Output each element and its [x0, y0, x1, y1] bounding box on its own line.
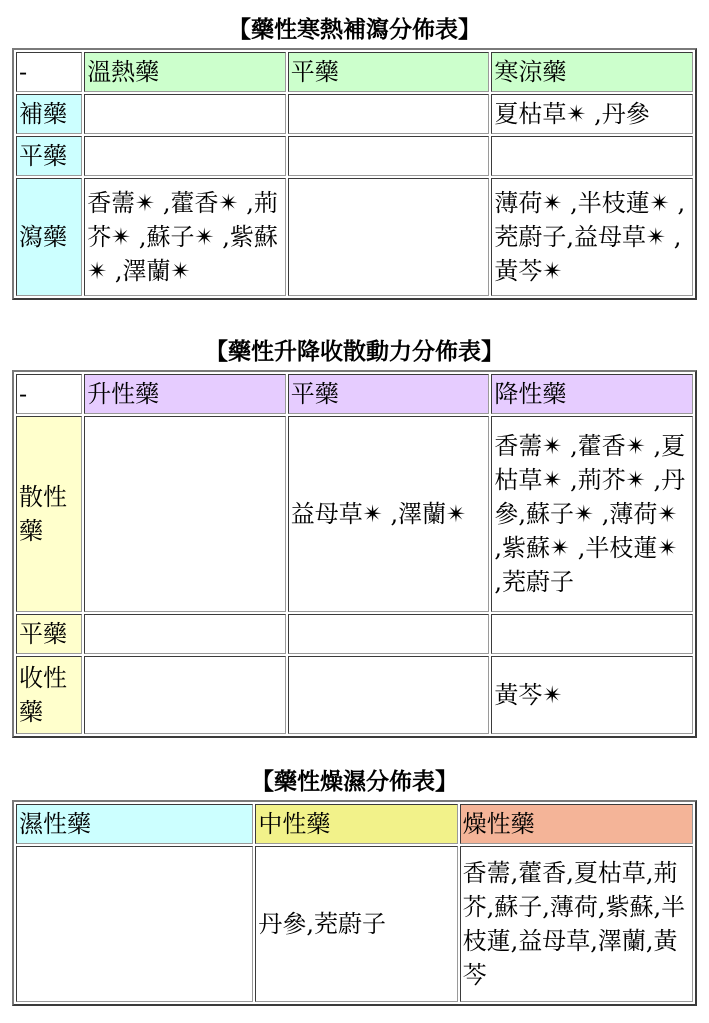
table1-row-label: 瀉藥 [16, 178, 82, 296]
table2-corner: - [16, 374, 82, 414]
table2-header-neutral: 平藥 [288, 374, 490, 414]
table1-cell [84, 94, 286, 134]
table2-row-label: 散性藥 [16, 416, 82, 612]
table1-section [12, 12, 697, 300]
cold-hot-tonify-drain-table [12, 48, 697, 300]
table2-cell: 香薷✴ ,藿香✴ ,夏枯草✴ ,荊芥✴ ,丹參,蘇子✴ ,薄荷✴ ,紫蘇✴ ,半枝蓮✴ ,茺蔚子 [491, 416, 693, 612]
table2-cell [288, 656, 490, 734]
ascend-descend-table [12, 370, 697, 738]
table3-cell: 丹參,茺蔚子 [255, 846, 457, 1002]
table2-cell [491, 614, 693, 654]
table1-header-neutral: 平藥 [288, 52, 490, 92]
table2-header-descend: 降性藥 [491, 374, 693, 414]
table3-cell: 香薷,藿香,夏枯草,荊芥,蘇子,薄荷,紫蘇,半枝蓮,益母草,澤蘭,黃芩 [460, 846, 693, 1002]
table2-cell: 益母草✴ ,澤蘭✴ [288, 416, 490, 612]
table3-header-neutral: 中性藥 [255, 804, 457, 844]
table1-corner: - [16, 52, 82, 92]
dry-damp-table [12, 800, 697, 1006]
table1-row-label: 平藥 [16, 136, 82, 176]
table3-header-dry: 燥性藥 [460, 804, 693, 844]
table1-header-cold: 寒涼藥 [491, 52, 693, 92]
table2-cell [84, 416, 286, 612]
table3-header-damp: 濕性藥 [16, 804, 253, 844]
table3-section [12, 764, 697, 1006]
table3-cell [16, 846, 253, 1002]
table1-row-label: 補藥 [16, 94, 82, 134]
table2-cell [84, 656, 286, 734]
table2-caption: 【藥性升降收散動力分佈表】 [205, 338, 504, 365]
table2-cell: 黃芩✴ [491, 656, 693, 734]
table1-cell: 夏枯草✴ ,丹參 [491, 94, 693, 134]
table2-header-ascend: 升性藥 [84, 374, 286, 414]
table2-row-label: 收性藥 [16, 656, 82, 734]
table1-cell [288, 178, 490, 296]
table1-header-warm: 溫熱藥 [84, 52, 286, 92]
table1-cell [84, 136, 286, 176]
table1-cell [491, 136, 693, 176]
table1-cell [288, 136, 490, 176]
table2-cell [288, 614, 490, 654]
table2-cell [84, 614, 286, 654]
table1-cell: 薄荷✴ ,半枝蓮✴ ,茺蔚子,益母草✴ ,黃芩✴ [491, 178, 693, 296]
table2-row-label: 平藥 [16, 614, 82, 654]
table1-caption: 【藥性寒熱補瀉分佈表】 [228, 16, 481, 43]
table1-cell: 香薷✴ ,藿香✴ ,荊芥✴ ,蘇子✴ ,紫蘇✴ ,澤蘭✴ [84, 178, 286, 296]
table2-section [12, 334, 697, 738]
table1-cell [288, 94, 490, 134]
table3-caption: 【藥性燥濕分佈表】 [251, 768, 458, 795]
